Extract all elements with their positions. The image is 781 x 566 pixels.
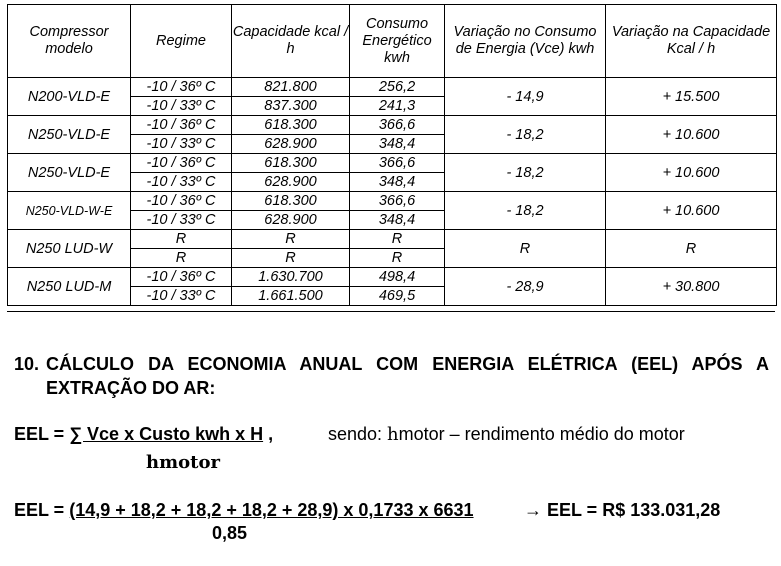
regime-cell: R [131,230,232,249]
consumption-variation-cell: R [445,230,606,268]
formula-general-numerator: ∑ Vce x Custo kwh x H [69,424,264,444]
consumption-cell: 366,6 [350,116,445,135]
capacity-variation-cell: + 10.600 [606,192,777,230]
capacity-variation-cell: + 10.600 [606,154,777,192]
capacity-cell: 1.630.700 [232,268,350,287]
capacity-cell: R [232,230,350,249]
table-row [8,154,777,173]
regime-cell: -10 / 36º C [131,116,232,135]
consumption-cell: R [350,230,445,249]
consumption-cell: 256,2 [350,78,445,97]
compressor-table [7,4,777,306]
regime-cell: -10 / 33º C [131,211,232,230]
header-regime: Regime [131,5,232,78]
model-cell: N250-VLD-W-E [8,192,131,230]
capacity-cell: 821.800 [232,78,350,97]
consumption-cell: 469,5 [350,287,445,306]
capacity-cell: 628.900 [232,173,350,192]
capacity-variation-cell: + 30.800 [606,268,777,306]
header-consumption-variation: Variação no Consumo de Energia (Vce) kwh [445,5,606,78]
consumption-variation-cell: - 18,2 [445,192,606,230]
consumption-cell: R [350,249,445,268]
header-capacity-variation: Variação na Capacidade Kcal / h [606,5,777,78]
regime-cell: -10 / 36º C [131,154,232,173]
regime-cell: R [131,249,232,268]
formula-general-denominator: hmotor [146,452,220,473]
formula-general-lhs: EEL = [14,424,70,444]
consumption-cell: 348,4 [350,211,445,230]
model-cell: N200-VLD-E [8,78,131,116]
formula-applied [14,500,474,521]
header-capacity: Capacidade kcal / h [232,5,350,78]
note-text: motor – rendimento médio do motor [398,424,685,444]
table-header-row [8,5,777,78]
formula-applied-denominator: 0,85 [212,523,248,543]
consumption-cell: 366,6 [350,154,445,173]
section-title-line-1: CÁLCULO DA ECONOMIA ANUAL COM ENERGIA ELÉTRICA (EEL) APÓS A [46,354,769,374]
consumption-variation-cell: - 28,9 [445,268,606,306]
table-row [8,268,777,287]
section-title-line-2: EXTRAÇÃO DO AR: [46,378,216,398]
capacity-cell: 837.300 [232,97,350,116]
capacity-cell: 618.300 [232,116,350,135]
model-cell: N250-VLD-E [8,154,131,192]
formula-applied-lhs: EEL = [14,500,70,520]
consumption-variation-cell: - 18,2 [445,116,606,154]
regime-cell: -10 / 33º C [131,135,232,154]
regime-cell: -10 / 33º C [131,173,232,192]
regime-cell: -10 / 36º C [131,268,232,287]
header-model: Compressor modelo [8,5,131,78]
formula-note [328,424,685,445]
capacity-variation-cell: + 10.600 [606,116,777,154]
regime-cell: -10 / 33º C [131,97,232,116]
formula-applied-numerator: (14,9 + 18,2 + 18,2 + 18,2 + 28,9) x 0,1733 x 6631 [69,500,474,520]
formula-general-comma: , [263,424,274,444]
capacity-cell: 628.900 [232,135,350,154]
table-row [8,192,777,211]
consumption-cell: 348,4 [350,173,445,192]
header-consumption: Consumo Energético kwh [350,5,445,78]
table-bottom-line [7,311,775,312]
note-symbol: h [387,424,399,445]
consumption-variation-cell: - 18,2 [445,154,606,192]
regime-cell: -10 / 36º C [131,192,232,211]
capacity-variation-cell: R [606,230,777,268]
table-row [8,78,777,97]
model-cell: N250 LUD-W [8,230,131,268]
regime-cell: -10 / 36º C [131,78,232,97]
consumption-cell: 498,4 [350,268,445,287]
capacity-cell: R [232,249,350,268]
consumption-variation-cell: - 14,9 [445,78,606,116]
section-number: 10. [14,354,40,374]
formula-general [14,424,273,445]
capacity-cell: 628.900 [232,211,350,230]
capacity-variation-cell: + 15.500 [606,78,777,116]
consumption-cell: 348,4 [350,135,445,154]
model-cell: N250-VLD-E [8,116,131,154]
model-cell: N250 LUD-M [8,268,131,306]
capacity-cell: 1.661.500 [232,287,350,306]
note-prefix: sendo: [328,424,388,444]
formula-result: → EEL = R$ 133.031,28 [524,500,721,520]
consumption-cell: 241,3 [350,97,445,116]
consumption-cell: 366,6 [350,192,445,211]
table-row [8,116,777,135]
capacity-cell: 618.300 [232,154,350,173]
table-row [8,230,777,249]
capacity-cell: 618.300 [232,192,350,211]
regime-cell: -10 / 33º C [131,287,232,306]
